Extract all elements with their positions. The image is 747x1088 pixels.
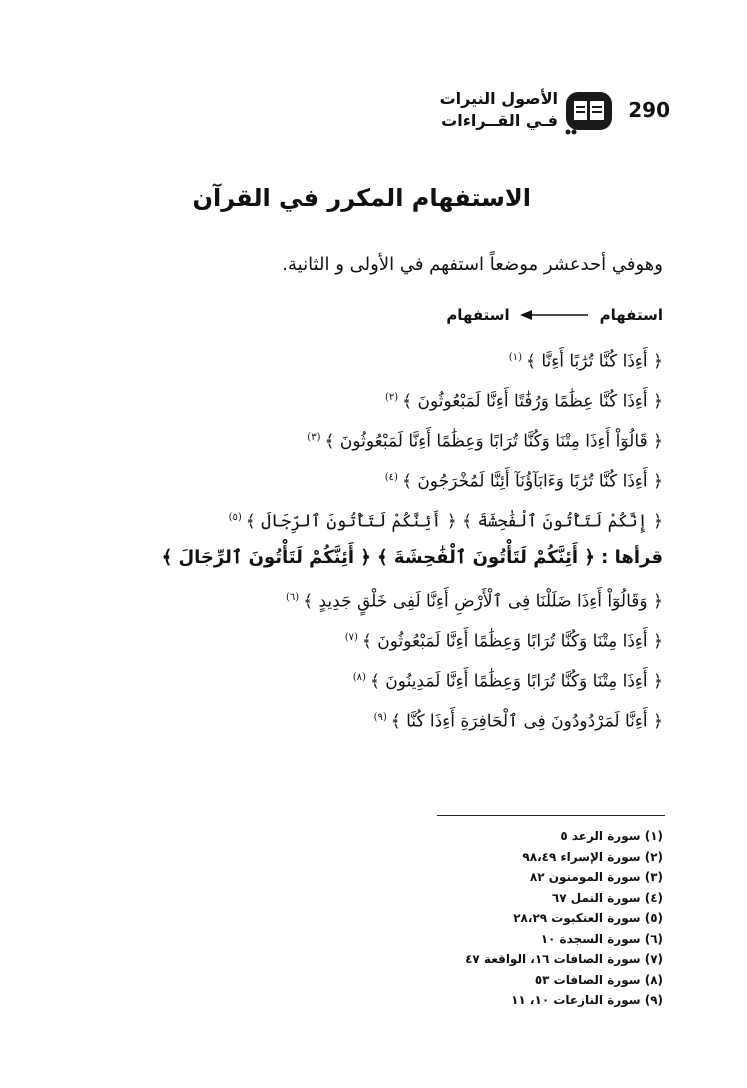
series-title (430, 88, 558, 132)
intro-text: وهوفي أحدعشر موضعاً استفهم في الأولى و الثانية. (282, 254, 663, 275)
footnote-ref: (١) (508, 352, 522, 363)
verse-line: ﴿ أَءِذَا مِتْنَا وَكُنَّا تُرَابًا وَعِظَٰمًا أَءِنَّا لَمَدِينُونَ ﴾$^{(٨)}$ (352, 671, 663, 692)
verse-line: ﴿ أَءِذَا كُنَّا عِظَٰمًا وَرُفَٰتًا أَءِنَّا لَمَبْعُوثُونَ ﴾$^{(٢)}$ (384, 391, 663, 412)
verse-line: ﴿ وَقَالُوٓاْ أَءِذَا ضَلَلْنَا فِى ٱلْأَرْضِ أَءِنَّا لَفِى خَلْقٍ جَدِيدٍ ﴾$^{(٦)}$ (285, 591, 663, 612)
page-number: 290 (628, 98, 670, 122)
footnote-ref: (٥) (228, 512, 242, 523)
footnote: (٣) سورة المومنون ٨٢ (529, 870, 663, 884)
footnote-ref: (٣) (307, 432, 321, 443)
footnote: (٧) سورة الصافات ١٦، الواقعة ٤٧ (465, 952, 663, 966)
arrow-from-label: استفهام (599, 306, 663, 324)
book-logo-icon (562, 88, 618, 136)
verse-line: ﴿ أَءِذَا مِتْنَا وَكُنَّا تُرَابًا وَعِظَٰمًا أَءِنَّا لَمَبْعُوثُونَ ﴾$^{(٧)}$ (344, 631, 663, 652)
arrow-left-icon (520, 309, 590, 321)
footnote-list (403, 826, 663, 1011)
footnote-ref: (٢) (384, 392, 399, 403)
footnote-ref: (٧) (344, 632, 358, 643)
footnote: (٢) سورة الإسراء ٩٨،٤٩ (522, 849, 663, 864)
footnote-ref: (٦) (285, 592, 300, 603)
verse-line: ﴿ قَالُوٓاْ أَءِذَا مِتْنَا وَكُنَّا تُرَابًا وَعِظَٰمًا أَءِنَّا لَمَبْعُوثُونَ ﴾$^{(٣)}$ (307, 431, 663, 452)
footnote: (٩) سورة النازعات ١٠، ١١ (511, 993, 663, 1007)
footnote-ref: (٨) (352, 672, 366, 683)
verse-line: ﴿ أَءِذَا كُنَّا تُرَٰبًا وَءَابَآؤُنَآ أَئِنَّا لَمُخْرَجُونَ ﴾$^{(٤)}$ (384, 471, 663, 492)
series-title-line2: فـي القــراءات (441, 111, 558, 130)
verse-line: ﴿ أَءِذَا كُنَّا تُرَٰبًا أَءِنَّا ﴾$^{(١)}$ (508, 351, 663, 372)
verse-line: ﴿ أَءِنَّا لَمَرْدُودُونَ فِى ٱلْحَافِرَةِ أَءِذَا كُنَّا ﴾$^{(٩)}$ (373, 711, 663, 732)
verse-list (63, 338, 663, 738)
page-header (430, 84, 670, 140)
footnote-ref: (٩) (373, 712, 387, 723)
footnote: (٤) سورة النمل ٦٧ (551, 890, 663, 905)
footnote: (٨) سورة الصافات ٥٣ (534, 972, 663, 987)
section-title: الاستفهام المكرر في القرآن (192, 184, 531, 212)
series-title-line1: الأصول النيرات (439, 89, 558, 108)
arrow-to-label: استفهام (446, 306, 510, 324)
footnote-ref: (٤) (384, 472, 398, 483)
footnote: (٥) سورة العنكبوت ٢٨،٢٩ (513, 911, 663, 925)
footnote-divider (437, 815, 665, 816)
reading-line: قرأها : ﴿ أَئِنَّكُمْ لَتَأْتُونَ ٱلْفَٰحِشَةَ ﴾ ﴿ أَئِنَّكُمْ لَتَأْتُونَ ٱلرِّجَالَ ﴾ (161, 547, 663, 568)
verse-line: ﴿ إِنَّكُمْ لَتَأْتُونَ ٱلْفَٰحِشَةَ ﴾ ﴿ أَئِنَّكُمْ لَتَأْتُونَ ٱلرِّجَالَ ﴾$^{(٥)}$ (228, 511, 663, 532)
arrow-legend (446, 306, 663, 324)
footnote: (١) سورة الرعد ٥ (560, 829, 663, 843)
footnote: (٦) سورة السجدة ١٠ (540, 931, 663, 946)
